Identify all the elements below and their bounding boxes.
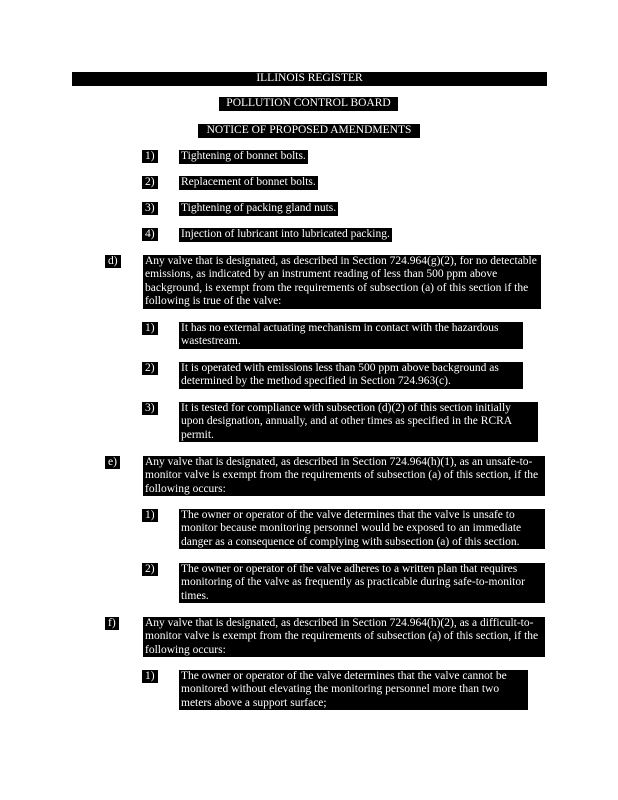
- section-e-sub-1-label: 1): [142, 509, 158, 522]
- section-f-sub-1-text: The owner or operator of the valve determines that the valve cannot be monitored without elevating the monitoring personnel more than two meters above a support surface;: [179, 670, 528, 710]
- section-f-text: Any valve that is designated, as described in Section 724.964(h)(2), as a difficult-to-monitor valve is exempt from the requirements of subsection (a) of this section, if the following occurs:: [143, 617, 545, 657]
- section-f-sub-1-label: 1): [142, 670, 158, 683]
- section-e-sub-1-text: The owner or operator of the valve determines that the valve is unsafe to monitor because monitoring personnel would be exposed to an immediate danger as a consequence of complying with subsection (a) of this section.: [179, 509, 545, 549]
- section-d-sub-2-label: 2): [142, 362, 158, 375]
- section-d-text: Any valve that is designated, as described in Section 724.964(g)(2), for no detectable emissions, as indicated by an instrument reading of less than 500 ppm above background, is exempt from the requirements of subsection (a) of this section if the following is true of the valve:: [143, 255, 541, 309]
- item-4-text: Injection of lubricant into lubricated packing.: [181, 228, 390, 240]
- section-d-sub-1-text: It has no external actuating mechanism in contact with the hazardous wastestream.: [179, 322, 523, 349]
- section-d-sub-3-label: 3): [142, 402, 158, 415]
- section-f-label: f): [105, 617, 119, 630]
- section-e-sub-2-label: 2): [142, 563, 158, 576]
- notice-title: NOTICE OF PROPOSED AMENDMENTS: [198, 124, 420, 138]
- item-2-label: 2): [142, 176, 158, 189]
- section-d-sub-1-label: 1): [142, 322, 158, 335]
- item-1-text: Tightening of bonnet bolts.: [181, 150, 306, 162]
- section-e-text: Any valve that is designated, as described in Section 724.964(h)(1), as an unsafe-to-monitor valve is exempt from the requirements of subsection (a) of this section, if the following occurs:: [143, 456, 545, 496]
- section-d-label: d): [105, 255, 121, 268]
- section-e-label: e): [105, 456, 120, 469]
- section-d-sub-2-text: It is operated with emissions less than 500 ppm above background as determined by the method specified in Section 724.963(c).: [179, 362, 523, 389]
- item-2-text: Replacement of bonnet bolts.: [181, 176, 316, 188]
- item-1-label: 1): [142, 150, 158, 163]
- register-title: ILLINOIS REGISTER: [72, 72, 547, 86]
- item-3-text: Tightening of packing gland nuts.: [181, 202, 337, 214]
- board-title: POLLUTION CONTROL BOARD: [219, 97, 398, 111]
- section-d-sub-3-text: It is tested for compliance with subsection (d)(2) of this section initially upon designation, annually, and at other times as specified in the RCRA permit.: [179, 402, 538, 442]
- item-3-label: 3): [142, 202, 158, 215]
- section-e-sub-2-text: The owner or operator of the valve adheres to a written plan that requires monitoring of the valve as frequently as practicable during safe-to-monitor times.: [179, 563, 545, 603]
- item-4-label: 4): [142, 228, 158, 241]
